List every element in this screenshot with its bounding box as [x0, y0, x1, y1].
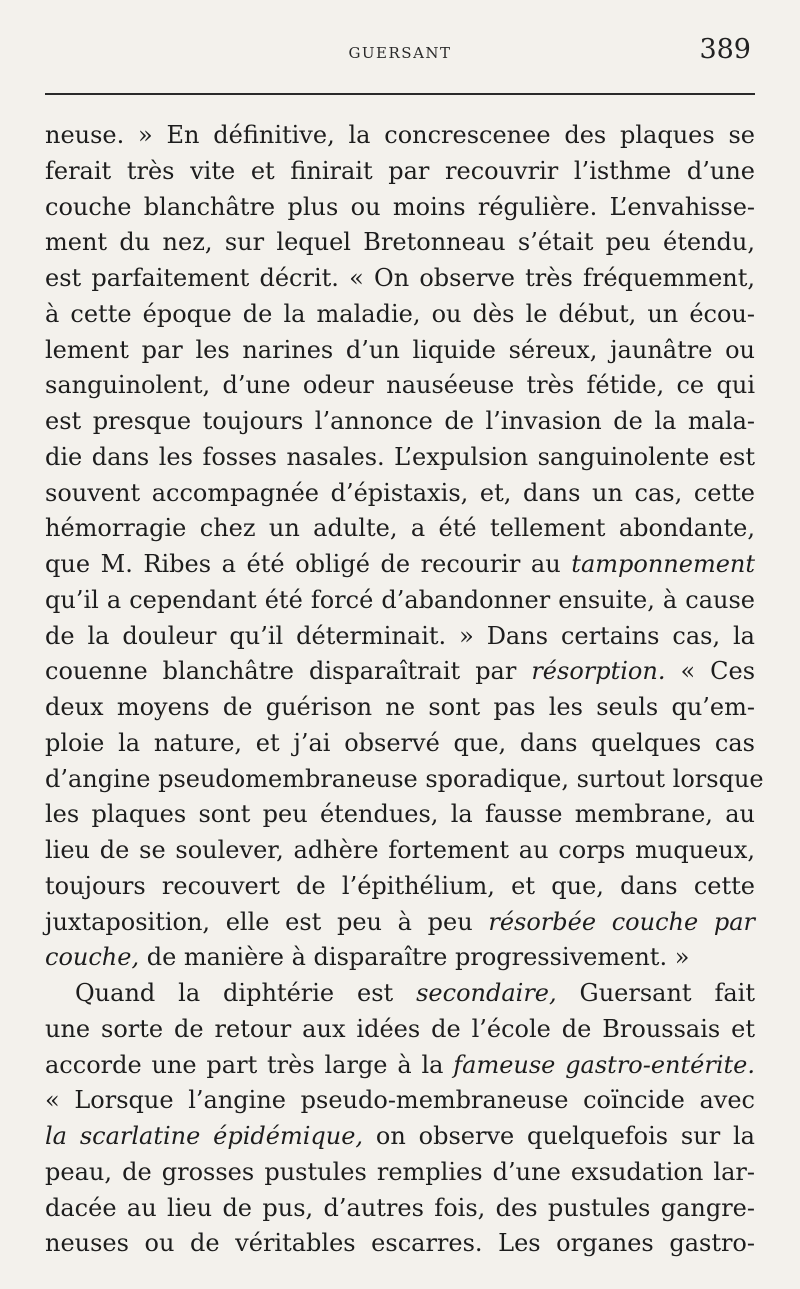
text-line — [45, 1048, 755, 1084]
text-run: Guersant fait — [556, 979, 755, 1007]
text-line — [45, 940, 755, 976]
text-run: une sorte de retour aux idées de l’école de Broussais et — [45, 1014, 755, 1043]
text-run: ment du nez, sur lequel Bretonneau s’était peu étendu, — [45, 228, 755, 257]
text-run: Quand la diphtérie est — [75, 979, 417, 1007]
text-run: ploie la nature, et j’ai observé que, dans quelques cas — [45, 728, 755, 757]
text-line — [45, 440, 755, 476]
text-line — [45, 726, 755, 762]
text-line — [45, 976, 755, 1012]
text-line — [45, 869, 755, 905]
text-run: est presque toujours l’annonce de l’invasion de la mala- — [45, 407, 755, 435]
text-run: à cette époque de la maladie, ou dès le début, un écou- — [45, 299, 755, 328]
text-run: souvent accompagnée d’épistaxis, et, dans un cas, cette — [45, 478, 755, 507]
italic-text: la scarlatine épidémique, — [45, 1122, 364, 1150]
text-line — [45, 404, 755, 440]
text-line — [45, 368, 755, 404]
text-run: couenne blanchâtre disparaîtrait par — [45, 657, 532, 686]
text-run: de manière à disparaître progressivement. » — [139, 943, 690, 972]
text-run: « Ces — [665, 657, 756, 686]
text-line — [45, 190, 755, 226]
text-run: lieu de se soulever, adhère fortement au corps muqueux, — [45, 836, 755, 864]
text-line — [45, 690, 755, 726]
italic-text: fameuse gastro-entérite. — [453, 1050, 755, 1079]
italic-text: couche, — [45, 943, 140, 972]
italic-text: résorbée couche par — [488, 907, 755, 936]
text-run: lement par les narines d’un liquide séreux, jaunâtre ou — [45, 335, 755, 364]
text-run: hémorragie chez un adulte, a été tellement abondante, — [45, 514, 755, 543]
text-run: toujours recouvert de l’épithélium, et que, dans cette — [45, 871, 755, 900]
italic-text: tamponnement — [571, 550, 755, 578]
italic-text: secondaire, — [416, 979, 557, 1007]
text-run: ferait très vite et finirait par recouvrir l’isthme d’une — [45, 156, 755, 185]
text-line — [45, 333, 755, 369]
running-head — [45, 36, 755, 76]
text-run: accorde une part très large à la — [45, 1050, 454, 1079]
text-run: dacée au lieu de pus, d’autres fois, des pustules gangre- — [45, 1193, 755, 1222]
text-run: juxtaposition, elle est peu à peu — [45, 907, 489, 936]
text-line — [45, 118, 755, 154]
text-line — [45, 583, 755, 619]
text-line — [45, 1191, 755, 1227]
text-line — [45, 654, 755, 690]
text-run: sanguinolent, d’une odeur nauséeuse très fétide, ce qui — [45, 371, 755, 400]
text-line — [45, 797, 755, 833]
text-line — [45, 1083, 755, 1119]
text-run: « Lorsque l’angine pseudo-membraneuse coïncide avec — [45, 1086, 755, 1115]
page-number: 389 — [699, 34, 751, 65]
text-line — [45, 1226, 755, 1262]
text-run: qu’il a cependant été forcé d’abandonner ensuite, à cause — [45, 585, 755, 614]
text-line — [45, 619, 755, 655]
text-run: on observe quelquefois sur la — [363, 1122, 755, 1150]
text-line — [45, 547, 755, 583]
text-run: neuses ou de véritables escarres. Les organes gastro- — [45, 1229, 755, 1258]
body-text — [45, 118, 764, 1262]
text-run: d’angine pseudomembraneuse sporadique, surtout lorsque — [45, 764, 764, 793]
text-line — [45, 762, 764, 798]
text-run: les plaques sont peu étendues, la fausse membrane, au — [45, 800, 755, 829]
text-run: peau, de grosses pustules remplies d’une exsudation lar- — [45, 1157, 755, 1186]
text-run: neuse. » En définitive, la concrescenee des plaques se — [45, 121, 755, 149]
italic-text: résorption. — [531, 657, 666, 686]
text-run: die dans les fosses nasales. L’expulsion sanguinolente est — [45, 442, 755, 471]
text-run: deux moyens de guérison ne sont pas les seuls qu’em- — [45, 693, 755, 721]
text-line — [45, 1119, 755, 1155]
text-line — [45, 297, 755, 333]
text-line — [45, 225, 755, 261]
text-line — [45, 833, 755, 869]
text-run: est parfaitement décrit. « On observe très fréquemment, — [45, 264, 755, 292]
text-line — [45, 905, 755, 941]
text-line — [45, 261, 755, 297]
text-line — [45, 476, 755, 512]
text-run: que M. Ribes a été obligé de recourir au — [45, 550, 572, 578]
text-line — [45, 1155, 755, 1191]
text-run: couche blanchâtre plus ou moins régulière. L’envahisse- — [45, 192, 755, 221]
text-run: de la douleur qu’il déterminait. » Dans certains cas, la — [45, 621, 755, 650]
text-line — [45, 511, 755, 547]
running-title: GUERSANT — [348, 44, 452, 62]
text-line — [45, 1012, 755, 1048]
text-line — [45, 154, 755, 190]
header-rule — [45, 93, 755, 95]
